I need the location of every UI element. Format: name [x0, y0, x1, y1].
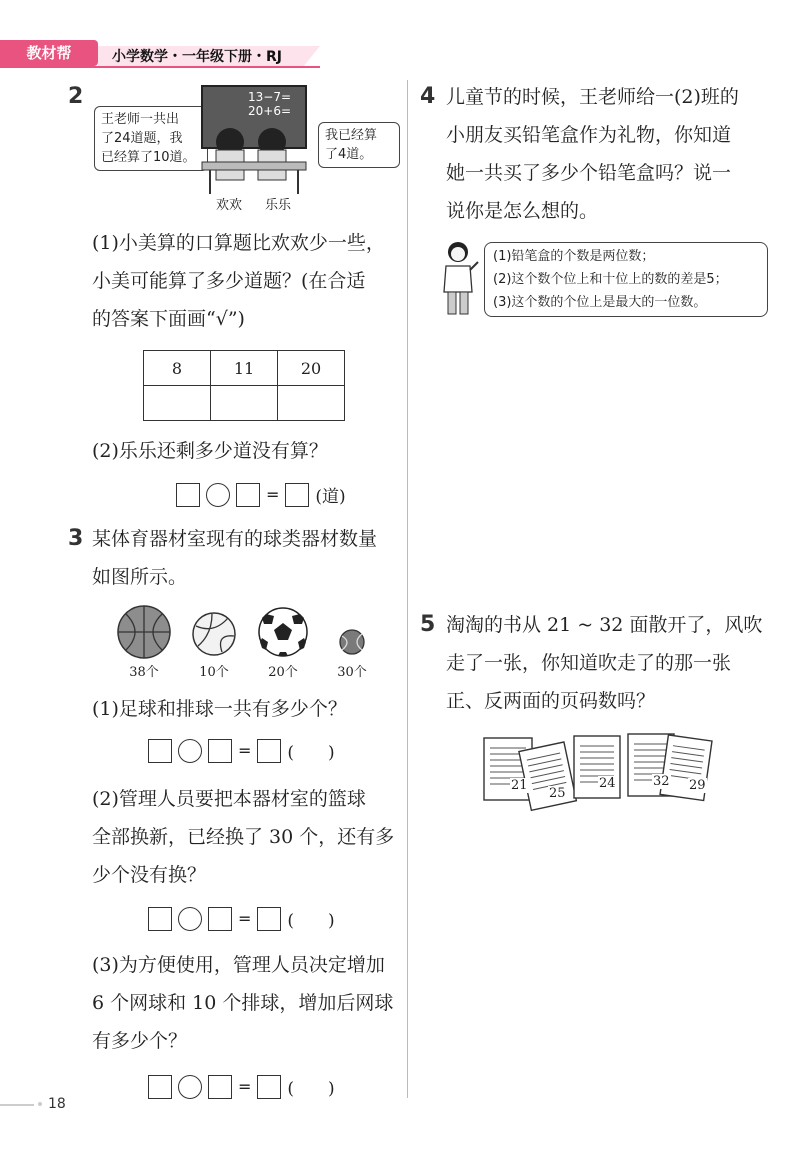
text-line: 正、反两面的页码数吗？: [446, 690, 656, 712]
question-number-5: 5: [420, 612, 436, 637]
equation-q3-1: [148, 738, 335, 763]
q5-text: [446, 606, 776, 720]
teacher-illustration: [438, 240, 482, 316]
speech-line: 王老师一共出: [101, 112, 180, 127]
text-line: (1)小美算的口算题比欢欢少一些，: [92, 232, 385, 254]
choice-value: 11: [211, 351, 278, 386]
answer-box[interactable]: [236, 483, 260, 507]
answer-box[interactable]: [148, 739, 172, 763]
text-line: 她一共买了多少个铅笔盒吗？说一: [446, 162, 732, 184]
text-line: 少个没有换？: [92, 864, 207, 886]
choice-value: 20: [278, 351, 345, 386]
answer-box[interactable]: [285, 483, 309, 507]
scattered-pages-illustration: [478, 728, 718, 818]
page-number-label: 29: [689, 778, 706, 793]
footer-line: [0, 1104, 34, 1106]
ball-count-volleyball: 10个: [199, 665, 229, 680]
text-line: 小美可能算了多少道题？(在合适: [92, 270, 366, 292]
check-cell[interactable]: [144, 386, 211, 421]
q4-text: [446, 78, 776, 230]
ball-illustrations: [116, 604, 376, 660]
answer-box[interactable]: [208, 1075, 232, 1099]
check-cell[interactable]: [278, 386, 345, 421]
page-number: 18: [48, 1096, 66, 1112]
check-cell[interactable]: [211, 386, 278, 421]
q3-part2-text: [92, 780, 422, 894]
q3-intro: [92, 520, 422, 596]
unit-blank[interactable]: ( ): [287, 743, 335, 763]
operator-circle[interactable]: [178, 1075, 202, 1099]
text-line: 儿童节的时候，王老师给一(2)班的: [446, 86, 739, 108]
speech-bubble-right: [318, 122, 400, 168]
answer-box[interactable]: [208, 907, 232, 931]
text-line: 如图所示。: [92, 566, 188, 588]
q3-part3-text: [92, 946, 422, 1060]
equals-sign: =: [238, 741, 252, 760]
hint-line: (2)这个数个位上和十位上的数的差是5；: [493, 272, 728, 287]
operator-circle[interactable]: [206, 483, 230, 507]
text-line: (3)为方便使用，管理人员决定增加: [92, 954, 385, 976]
hint-line: (3)这个数的个位上是最大的一位数。: [493, 295, 707, 310]
answer-box[interactable]: [257, 739, 281, 763]
chalkboard-line: 13−7=: [248, 90, 292, 104]
speech-line: 我已经算: [325, 128, 378, 143]
unit-blank[interactable]: ( ): [287, 911, 335, 931]
answer-box[interactable]: [148, 907, 172, 931]
text-line: 6 个网球和 10 个排球，增加后网球: [92, 992, 394, 1014]
basketball-icon: [118, 606, 170, 658]
page-number-label: 32: [653, 774, 670, 789]
choice-value: 8: [144, 351, 211, 386]
text-line: 说你是怎么想的。: [446, 200, 599, 222]
volleyball-icon: [193, 613, 235, 655]
question-number-4: 4: [420, 84, 436, 109]
answer-box[interactable]: [257, 1075, 281, 1099]
answer-box[interactable]: [176, 483, 200, 507]
operator-circle[interactable]: [178, 739, 202, 763]
operator-circle[interactable]: [178, 907, 202, 931]
equals-sign: =: [238, 909, 252, 928]
footer-dot: [38, 1102, 42, 1106]
chalkboard-text: [248, 90, 291, 118]
hint-box: [484, 242, 768, 317]
answer-box[interactable]: [208, 739, 232, 763]
soccer-ball-icon: [259, 608, 307, 656]
speech-line: 已经算了10道。: [101, 150, 196, 165]
header-title: 小学数学・一年级下册・RJ: [112, 49, 282, 65]
answer-box[interactable]: [257, 907, 281, 931]
ball-count-basketball: 38个: [129, 665, 159, 680]
text-line: 走了一张，你知道吹走了的那一张: [446, 652, 732, 674]
student-name-huanhuan: 欢欢: [216, 198, 243, 213]
equation-q2-2: [176, 482, 346, 507]
speech-line: 了4道。: [325, 147, 373, 162]
text-line: 全部换新，已经换了 30 个，还有多: [92, 826, 395, 848]
page-number-label: 24: [599, 776, 616, 791]
tennis-ball-icon: [340, 630, 364, 654]
q2-part1-text: [92, 224, 408, 338]
header-underline: [0, 66, 320, 68]
text-line: 的答案下面画“√”): [92, 308, 245, 330]
q3-part1-text: (1)足球和排球一共有多少个？: [92, 698, 347, 720]
answer-choice-table: [143, 350, 345, 421]
unit-label: (道): [315, 487, 346, 507]
ball-count-tennis: 30个: [337, 665, 367, 680]
text-line: 某体育器材室现有的球类器材数量: [92, 528, 378, 550]
text-line: 小朋友买铅笔盒作为礼物，你知道: [446, 124, 732, 146]
speech-bubble-left: [94, 106, 208, 171]
question-number-2: 2: [68, 84, 84, 109]
page-number-label: 25: [549, 786, 566, 801]
equals-sign: =: [266, 485, 280, 504]
question-number-3: 3: [68, 526, 84, 551]
header-tab: 教材帮: [0, 40, 98, 66]
equation-q3-3: [148, 1074, 335, 1099]
ball-count-soccer: 20个: [268, 665, 298, 680]
equals-sign: =: [238, 1077, 252, 1096]
q2-part2-text: (2)乐乐还剩多少道没有算？: [92, 440, 328, 462]
answer-box[interactable]: [148, 1075, 172, 1099]
equation-q3-2: [148, 906, 335, 931]
text-line: 有多少个？: [92, 1030, 188, 1052]
text-line: 淘淘的书从 21 ~ 32 面散开了，风吹: [446, 614, 763, 636]
page-number-label: 21: [511, 778, 528, 793]
hint-line: (1)铅笔盒的个数是两位数；: [493, 249, 655, 264]
chalkboard-line: 20+6=: [248, 104, 292, 118]
text-line: (2)管理人员要把本器材室的篮球: [92, 788, 366, 810]
speech-line: 了24道题，我: [101, 131, 183, 146]
unit-blank[interactable]: ( ): [287, 1079, 335, 1099]
student-name-lele: 乐乐: [265, 198, 292, 213]
